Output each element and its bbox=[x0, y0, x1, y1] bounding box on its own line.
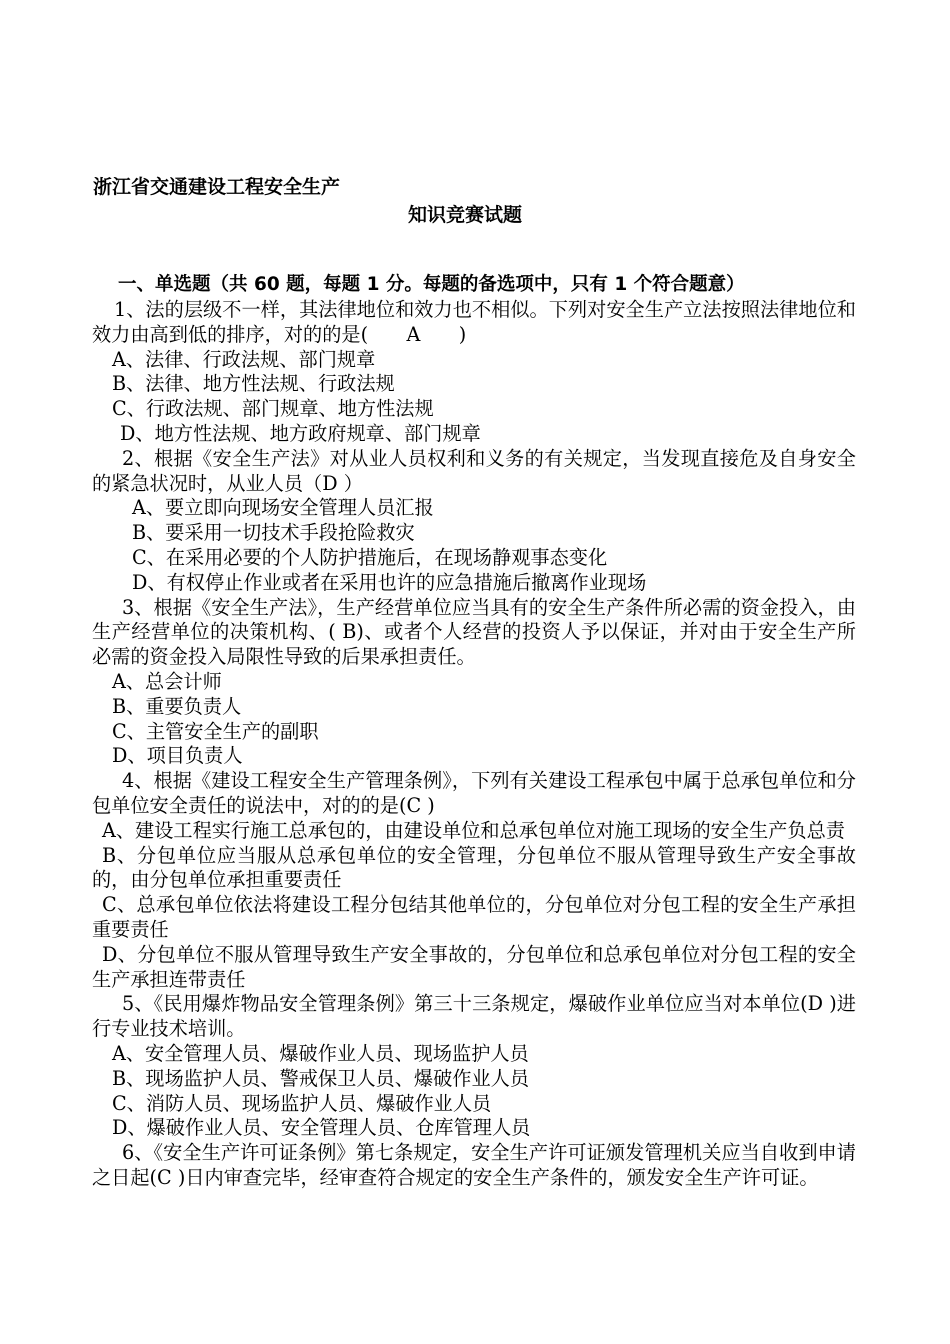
question-1-option-d: D、地方性法规、地方政府规章、部门规章 bbox=[120, 421, 481, 445]
question-3-option-b: B、重要负责人 bbox=[112, 694, 242, 718]
question-5-text: 5、《民用爆炸物品安全管理条例》第三十三条规定，爆破作业单位应当对本单位(D )进行专业技术培训。 bbox=[92, 992, 856, 1041]
question-list bbox=[92, 298, 856, 1191]
question-4-option-c: C、总承包单位依法将建设工程分包结其他单位的，分包单位对分包工程的安全生产承担重要责任 bbox=[92, 893, 856, 941]
question-3-option-a: A、总会计师 bbox=[112, 669, 222, 693]
question-5-option-a: A、安全管理人员、爆破作业人员、现场监护人员 bbox=[112, 1041, 529, 1065]
section-heading: 一、单选题（共 60 题，每题 1 分。每题的备选项中，只有 1 个符合题意） bbox=[118, 274, 745, 295]
question-2-option-d: D、有权停止作业或者在采用也许的应急措施后撤离作业现场 bbox=[132, 570, 647, 594]
question-3-option-c: C、主管安全生产的副职 bbox=[112, 719, 319, 743]
question-5-option-b: B、现场监护人员、警戒保卫人员、爆破作业人员 bbox=[112, 1066, 530, 1090]
question-1-text: 1、法的层级不一样，其法律地位和效力也不相似。下列对安全生产立法按照法律地位和效力由高到低的排序，对的的是( A ) bbox=[92, 298, 856, 346]
question-4-text: 4、根据《建设工程安全生产管理条例》，下列有关建设工程承包中属于总承包单位和分包单位安全责任的说法中，对的的是(C ) bbox=[92, 769, 856, 817]
question-4-option-a: A、建设工程实行施工总承包的，由建设单位和总承包单位对施工现场的安全生产负总责 bbox=[102, 818, 845, 842]
question-3-text: 3、根据《安全生产法》，生产经营单位应当具有的安全生产条件所必需的资金投入，由生产经营单位的决策机构、( B)、或者个人经营的投资人予以保证，并对由于安全生产所必需的资金投入局限性导致的后果承担责任。 bbox=[92, 595, 856, 669]
question-2-option-a: A、要立即向现场安全管理人员汇报 bbox=[132, 496, 434, 520]
question-1-option-b: B、法律、地方性法规、行政法规 bbox=[112, 372, 395, 396]
question-6-text: 6、《安全生产许可证条例》第七条规定，安全生产许可证颁发管理机关应当自收到申请之日起(C )日内审查完毕，经审查符合规定的安全生产条件的，颁发安全生产许可证。 bbox=[92, 1141, 856, 1189]
question-2-text: 2、根据《安全生产法》对从业人员权利和义务的有关规定，当发现直接危及自身安全的紧急状况时，从业人员（D ） bbox=[92, 446, 856, 495]
document-title-line1: 浙江省交通建设工程安全生产 bbox=[93, 176, 341, 198]
question-2-option-b: B、要采用一切技术手段抢险救灾 bbox=[132, 521, 415, 545]
question-1-option-c: C、行政法规、部门规章、地方性法规 bbox=[112, 397, 434, 421]
question-4-option-d: D、分包单位不服从管理导致生产安全事故的，分包单位和总承包单位对分包工程的安全生产承担连带责任 bbox=[92, 942, 856, 991]
question-5-option-c: C、消防人员、现场监护人员、爆破作业人员 bbox=[112, 1091, 492, 1115]
question-5-option-d: D、爆破作业人员、安全管理人员、仓库管理人员 bbox=[112, 1116, 531, 1140]
question-2-option-c: C、在采用必要的个人防护措施后，在现场静观事态变化 bbox=[132, 545, 608, 569]
question-4-option-b: B、分包单位应当服从总承包单位的安全管理，分包单位不服从管理导致生产安全事故的，由分包单位承担重要责任 bbox=[92, 843, 856, 892]
document-title-line2: 知识竞赛试题 bbox=[408, 204, 523, 226]
question-1-option-a: A、法律、行政法规、部门规章 bbox=[112, 347, 376, 371]
question-3-option-d: D、项目负责人 bbox=[112, 744, 243, 768]
